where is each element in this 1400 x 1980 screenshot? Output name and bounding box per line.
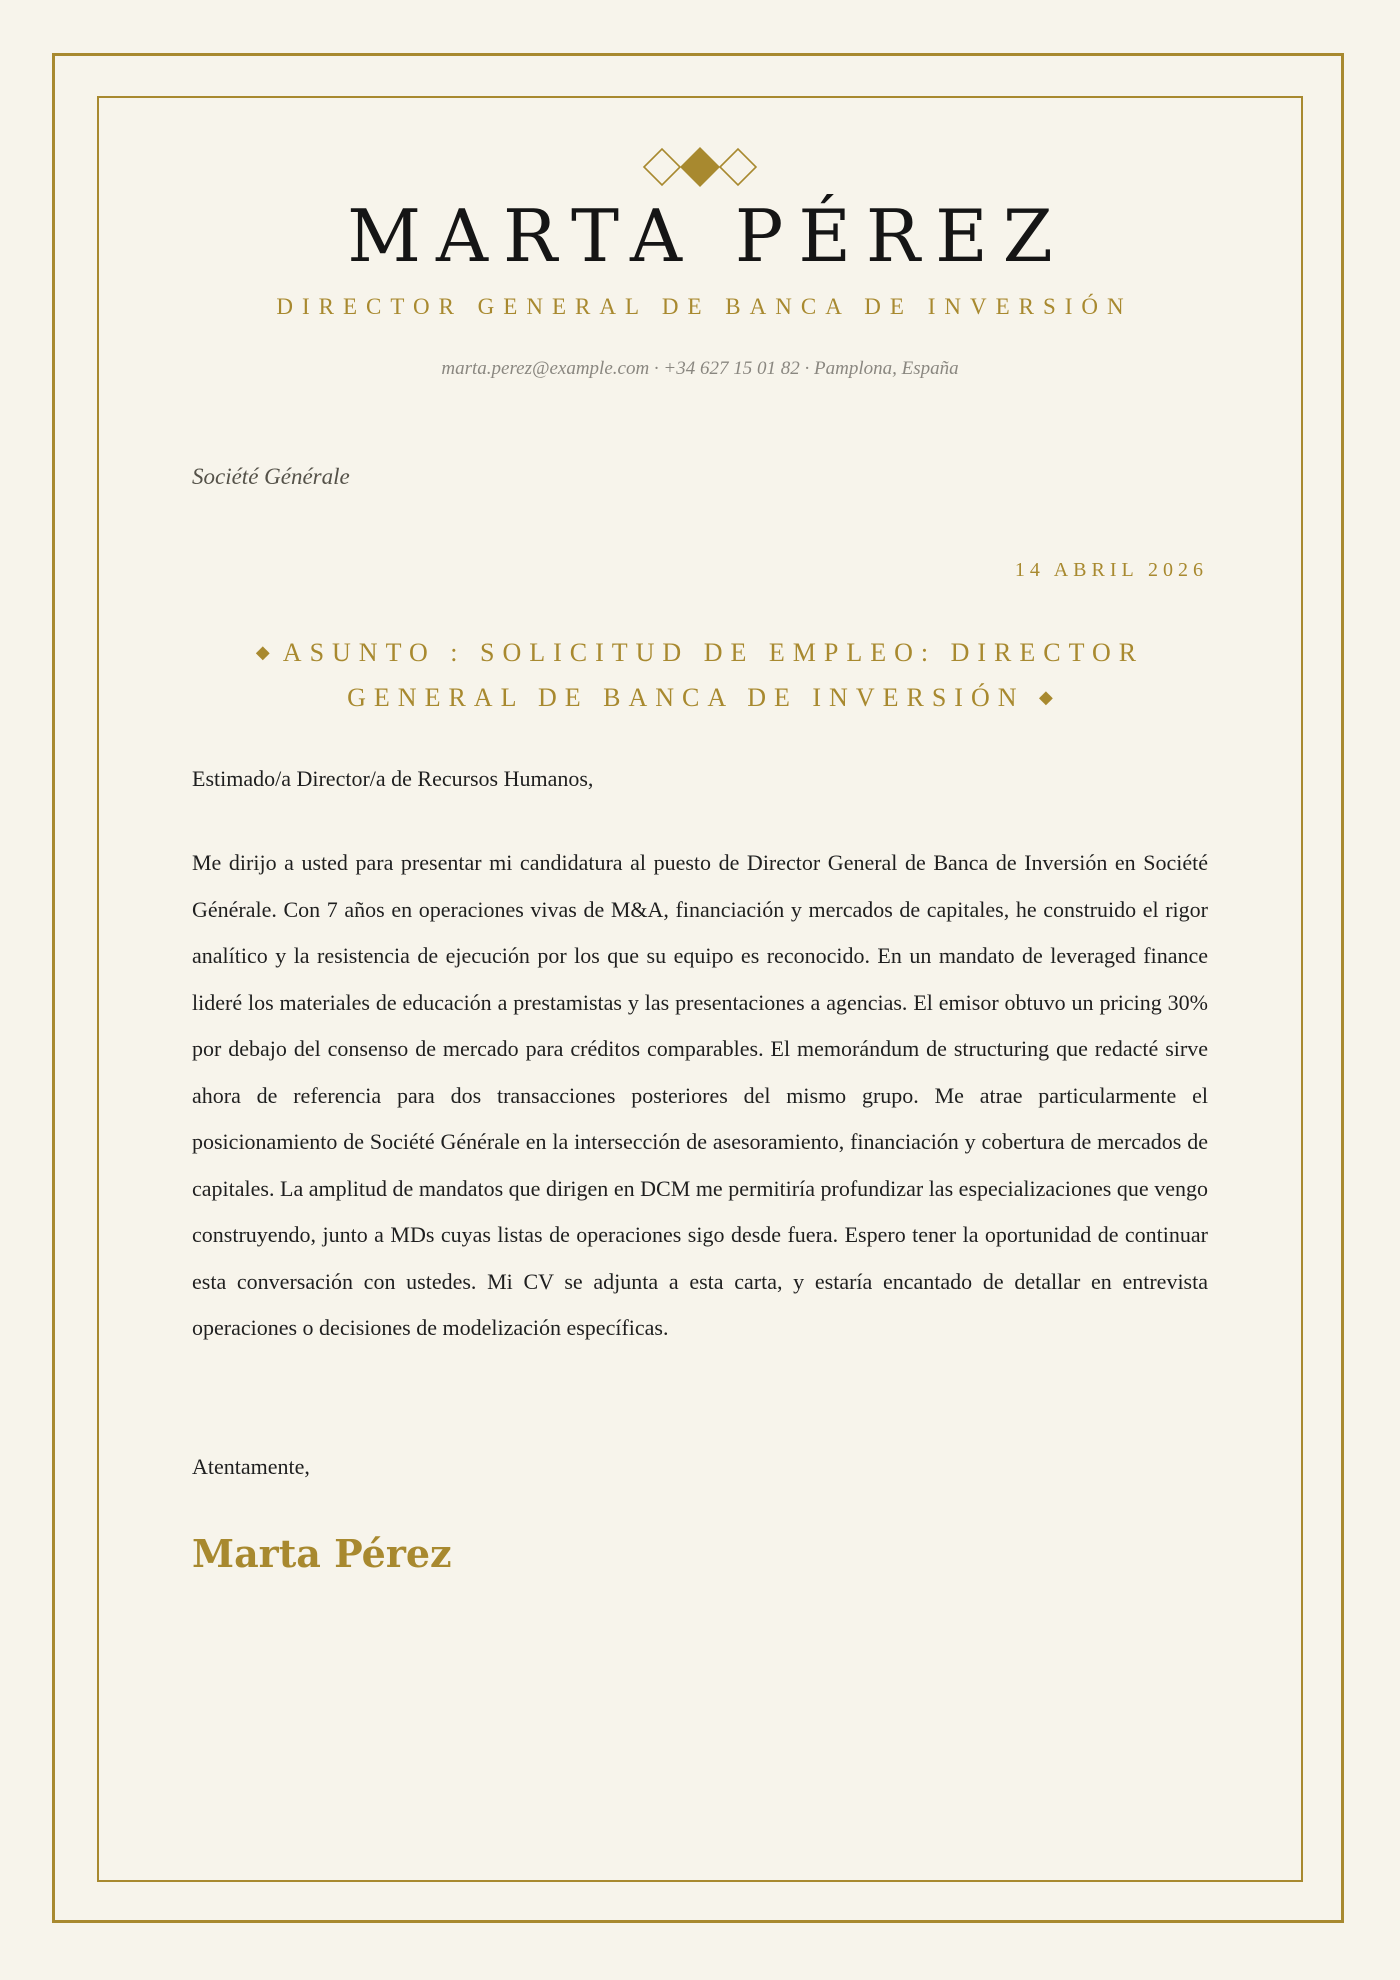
subject-text: ASUNTO : SOLICITUD DE EMPLEO: DIRECTOR GENERAL DE BANCA DE INVERSIÓN	[282, 638, 1145, 712]
subject-line	[192, 630, 1208, 720]
contact-line: marta.perez@example.com · +34 627 15 01 82 · Pamplona, España	[441, 358, 959, 379]
diamond-bullet-icon: ◆	[255, 642, 270, 662]
letter-date: 14 ABRIL 2026	[1014, 559, 1208, 581]
diamond-bullet-icon: ◆	[1039, 687, 1053, 707]
salutation: Estimado/a Director/a de Recursos Humanos,	[192, 766, 594, 791]
recipient-company: Société Générale	[192, 464, 350, 489]
applicant-role: DIRECTOR GENERAL DE BANCA DE INVERSIÓN	[276, 294, 1133, 319]
applicant-name: MARTA PÉREZ	[347, 194, 1068, 278]
letter-body: Me dirijo a usted para presentar mi candidatura al puesto de Director General de Banca de Inversión en Société Générale. Con 7 años en operaciones vivas de M&A, financiación y mercados de capitales, he construido el rigor analítico y la resistencia de ejecución por los que su equipo es reconocido. En un mandato de leveraged finance lideré los materiales de educación a prestamistas y las presentaciones a agencias. El emisor obtuvo un pricing 30% por debajo del consenso de mercado para créditos comparables. El memorándum de structuring que redacté sirve ahora de referencia para dos transacciones posteriores del mismo grupo. Me atrae particularmente el posicionamiento de Société Générale en la intersección de asesoramiento, financiación y cobertura de mercados de capitales. La amplitud de mandatos que dirigen en DCM me permitiría profundizar las especializaciones que vengo construyendo, junto a MDs cuyas listas de operaciones sigo desde fuera. Espero tener la oportunidad de continuar esta conversación con ustedes. Mi CV se adjunta a esta carta, y estaría encantado de detallar en entrevista operaciones o decisiones de modelización específicas.	[192, 850, 1208, 1340]
closing-phrase: Atentamente,	[192, 1454, 310, 1479]
three-diamonds-ornament-icon	[640, 143, 760, 191]
signature-name: Marta Pérez	[192, 1531, 452, 1576]
